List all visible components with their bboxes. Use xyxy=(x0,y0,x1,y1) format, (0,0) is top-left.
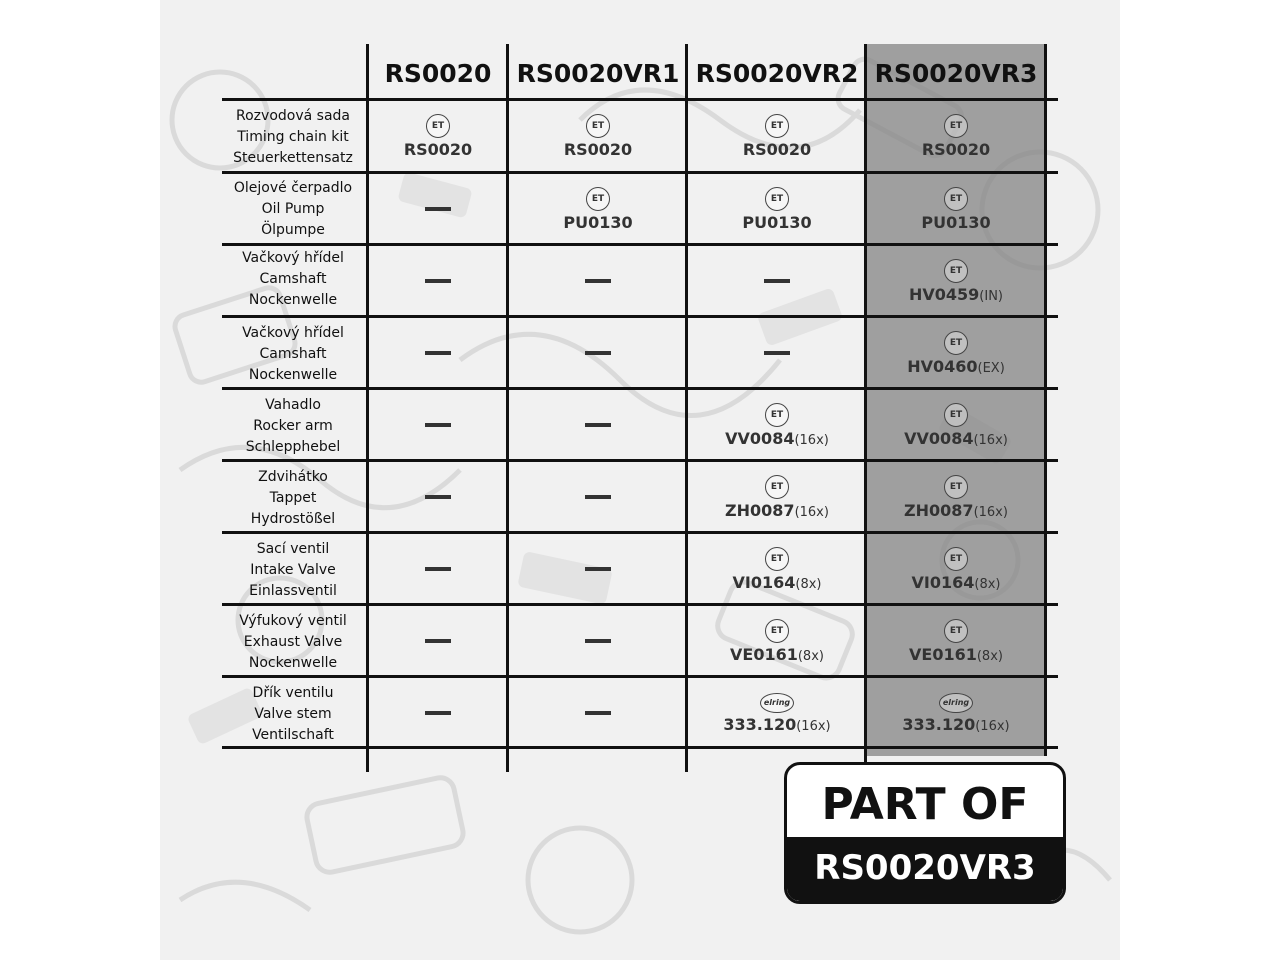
grid-line xyxy=(222,746,1058,749)
engineteam-logo-icon: ET xyxy=(586,114,610,138)
grid-line xyxy=(222,603,1058,606)
table-cell xyxy=(687,462,867,532)
engineteam-logo-icon: ET xyxy=(944,331,968,355)
row-label-camshaft-ex: Vačkový hřídel Camshaft Nockenwelle xyxy=(242,325,344,383)
dash-icon xyxy=(425,567,451,571)
dash-icon xyxy=(425,711,451,715)
engineteam-logo-icon: ET xyxy=(586,187,610,211)
comparison-sheet xyxy=(160,0,1120,960)
table-cell xyxy=(368,462,508,532)
grid-line xyxy=(222,171,1058,174)
grid-line xyxy=(222,387,1058,390)
engineteam-logo-icon: ET xyxy=(944,259,968,283)
part-number: PU0130 xyxy=(921,212,991,232)
engineteam-logo-icon: ET xyxy=(944,114,968,138)
grid-line xyxy=(222,675,1058,678)
table-cell xyxy=(687,606,867,676)
grid-line xyxy=(506,44,509,772)
grid-line xyxy=(1044,44,1047,756)
engineteam-logo-icon: ET xyxy=(944,547,968,571)
table-cell xyxy=(866,246,1046,316)
grid-line xyxy=(222,531,1058,534)
badge-title: PART OF xyxy=(821,779,1029,830)
engineteam-logo-icon: ET xyxy=(765,619,789,643)
dash-icon xyxy=(585,351,611,355)
part-number: RS0020 xyxy=(742,139,812,159)
table-cell xyxy=(368,101,508,171)
engineteam-logo-icon: ET xyxy=(944,403,968,427)
dash-icon xyxy=(425,351,451,355)
engineteam-logo-icon: ET xyxy=(944,619,968,643)
part-number: VE0161(8x) xyxy=(909,644,1003,664)
part-number: PU0130 xyxy=(742,212,812,232)
elring-logo-icon: elring xyxy=(939,693,973,713)
table-cell xyxy=(866,174,1046,244)
table-cell xyxy=(866,101,1046,171)
table-cell xyxy=(866,318,1046,388)
engineteam-logo-icon: ET xyxy=(944,187,968,211)
row-label-rocker-arm: Vahadlo Rocker arm Schlepphebel xyxy=(245,397,341,455)
table-cell xyxy=(687,390,867,460)
dash-icon xyxy=(764,351,790,355)
part-number: 333.120(16x) xyxy=(902,714,1010,734)
part-number: RS0020 xyxy=(921,139,991,159)
engineteam-logo-icon: ET xyxy=(765,547,789,571)
dash-icon xyxy=(764,279,790,283)
row-label-oil-pump: Olejové čerpadlo Oil Pump Ölpumpe xyxy=(233,180,353,238)
grid-line xyxy=(864,44,867,772)
badge-kit-number: RS0020VR3 xyxy=(787,837,1063,901)
part-number: ZH0087(16x) xyxy=(904,500,1008,520)
part-number: VE0161(8x) xyxy=(730,644,824,664)
column-header-rs0020vr3: RS0020VR3 xyxy=(874,59,1038,88)
part-number: HV0459(IN) xyxy=(908,284,1003,304)
table-cell xyxy=(508,534,688,604)
dash-icon xyxy=(425,423,451,427)
grid-line xyxy=(222,243,1058,246)
part-number: VI0164(8x) xyxy=(911,572,1001,592)
dash-icon xyxy=(585,495,611,499)
table-cell xyxy=(368,174,508,244)
dash-icon xyxy=(585,567,611,571)
table-cell xyxy=(508,606,688,676)
table-cell xyxy=(508,678,688,748)
dash-icon xyxy=(425,639,451,643)
engineteam-logo-icon: ET xyxy=(765,475,789,499)
dash-icon xyxy=(425,207,451,211)
grid-line xyxy=(222,459,1058,462)
table-cell xyxy=(866,390,1046,460)
table-cell xyxy=(687,174,867,244)
grid-line xyxy=(366,44,369,772)
row-label-tappet: Zdvihátko Tappet Hydrostößel xyxy=(250,469,336,527)
table-cell xyxy=(508,101,688,171)
table-cell xyxy=(687,101,867,171)
table-cell xyxy=(866,678,1046,748)
engineteam-logo-icon: ET xyxy=(765,187,789,211)
engineteam-logo-icon: ET xyxy=(944,475,968,499)
table-cell xyxy=(866,462,1046,532)
grid-line xyxy=(222,98,1058,101)
table-cell xyxy=(508,246,688,316)
table-cell xyxy=(866,534,1046,604)
engineteam-logo-icon: ET xyxy=(765,114,789,138)
table-cell xyxy=(368,318,508,388)
grid-line xyxy=(222,315,1058,318)
row-label-exhaust-valve: Výfukový ventil Exhaust Valve Nockenwelle xyxy=(239,613,347,671)
part-number: RS0020 xyxy=(403,139,473,159)
table-cell xyxy=(866,606,1046,676)
part-number: HV0460(EX) xyxy=(907,356,1005,376)
part-number: VV0084(16x) xyxy=(725,428,829,448)
table-cell xyxy=(508,390,688,460)
dash-icon xyxy=(425,495,451,499)
table-cell xyxy=(508,318,688,388)
engineteam-logo-icon: ET xyxy=(765,403,789,427)
dash-icon xyxy=(425,279,451,283)
row-label-valve-stem: Dřík ventilu Valve stem Ventilschaft xyxy=(252,685,334,743)
row-label-camshaft-in: Vačkový hřídel Camshaft Nockenwelle xyxy=(242,250,344,308)
column-header-rs0020vr1: RS0020VR1 xyxy=(516,59,680,88)
table-cell xyxy=(508,462,688,532)
table-cell xyxy=(687,318,867,388)
part-number: VV0084(16x) xyxy=(904,428,1008,448)
table-cell xyxy=(368,534,508,604)
column-header-rs0020: RS0020 xyxy=(384,59,492,88)
grid-line xyxy=(685,44,688,772)
table-cell xyxy=(687,678,867,748)
part-number: 333.120(16x) xyxy=(723,714,831,734)
dash-icon xyxy=(585,711,611,715)
table-cell xyxy=(368,246,508,316)
dash-icon xyxy=(585,423,611,427)
part-number: VI0164(8x) xyxy=(732,572,822,592)
row-label-timing-chain-kit: Rozvodová sada Timing chain kit Steuerkettensatz xyxy=(233,108,353,166)
table-cell xyxy=(368,390,508,460)
row-label-intake-valve: Sací ventil Intake Valve Einlassventil xyxy=(249,541,337,599)
elring-logo-icon: elring xyxy=(760,693,794,713)
part-number: PU0130 xyxy=(563,212,633,232)
table-cell xyxy=(687,246,867,316)
table-cell xyxy=(368,678,508,748)
table-cell xyxy=(368,606,508,676)
column-header-rs0020vr2: RS0020VR2 xyxy=(695,59,859,88)
dash-icon xyxy=(585,279,611,283)
table-cell xyxy=(687,534,867,604)
part-number: ZH0087(16x) xyxy=(725,500,829,520)
dash-icon xyxy=(585,639,611,643)
table-cell xyxy=(508,174,688,244)
engineteam-logo-icon: ET xyxy=(426,114,450,138)
part-number: RS0020 xyxy=(563,139,633,159)
part-of-badge xyxy=(784,762,1066,904)
